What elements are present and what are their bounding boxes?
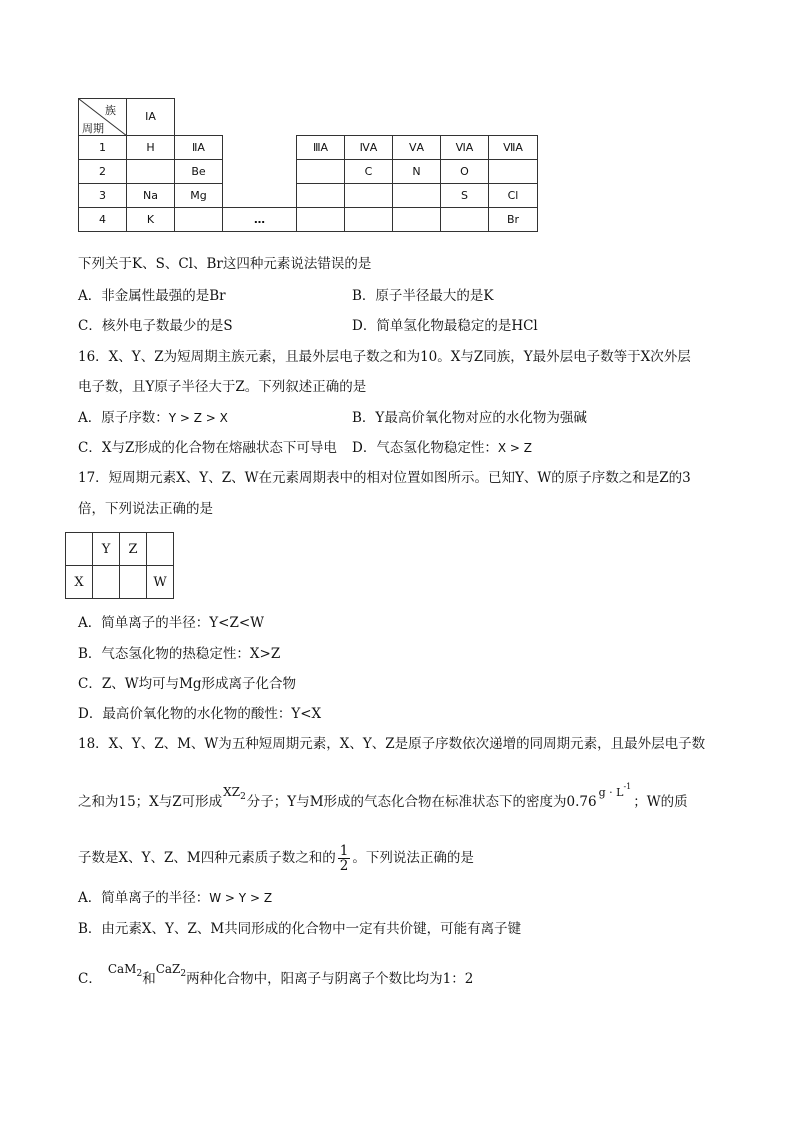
element-mg: Mg <box>174 183 223 208</box>
grid-cell-y: Y <box>93 533 120 566</box>
q18-option-b: B．由元素X、Y、Z、M共同形成的化合物中一定有共价键，可能有离子键 <box>78 921 522 937</box>
q18-stem-line3 <box>78 840 474 876</box>
group-14-header: ⅣA <box>344 135 393 160</box>
unit-base: g · L <box>598 786 624 799</box>
option-label: A．原子序数： <box>78 410 169 426</box>
element-s: S <box>440 183 489 208</box>
q15-option-c: C．核外电子数最少的是S <box>78 318 233 334</box>
period-label: 2 <box>78 159 127 184</box>
group-1-header: ⅠA <box>126 98 175 136</box>
option-label: D．气态氢化物稳定性： <box>352 440 498 456</box>
header-group-label: 族 <box>105 104 116 117</box>
empty-cell <box>392 183 441 208</box>
period-label: 1 <box>78 135 127 160</box>
unit-superscript: -1 <box>623 782 632 791</box>
formula-subscript: 2 <box>136 969 143 979</box>
empty-cell <box>296 183 345 208</box>
fraction-denominator: 2 <box>339 858 349 874</box>
q18-stem-line1: 18．X、Y、Z、M、W为五种短周期元素，X、Y、Z是原子序数依次递增的同周期元素，且最外层电子数 <box>78 736 706 752</box>
header-period-label: 周期 <box>82 122 104 135</box>
q17-option-c: C．Z、W均可与Mg形成离子化合物 <box>78 676 297 692</box>
q17-stem-line2: 倍，下列说法正确的是 <box>78 501 213 517</box>
q16-option-d <box>352 439 532 457</box>
group-15-header: ⅤA <box>392 135 441 160</box>
q15-option-d: D．简单氢化物最稳定的是HCl <box>352 318 538 334</box>
formula-subscript: 2 <box>240 792 246 802</box>
fraction-numerator: 1 <box>339 843 349 859</box>
formula-caz2 <box>156 958 186 985</box>
element-c: C <box>344 159 393 184</box>
text-segment: 之和为15；X与Z可形成 <box>78 794 223 810</box>
text-segment: 分子；Y与M形成的气态化合物在标准状态下的密度为0.76 <box>246 794 597 810</box>
formula: W > Y > Z <box>209 891 273 905</box>
option-label: A．简单离子的半径： <box>78 890 210 906</box>
unit-g-per-l <box>599 776 632 804</box>
q15-option-a: A．非金属性最强的是Br <box>78 288 226 304</box>
text-segment: 两种化合物中，阳离子与阴离子个数比均为1：2 <box>186 971 474 987</box>
group-17-header: ⅦA <box>488 135 538 160</box>
q17-option-b: B．气态氢化物的热稳定性：X>Z <box>78 646 281 662</box>
grid-cell <box>93 566 120 599</box>
text-segment: 和 <box>142 971 156 987</box>
element-o: O <box>440 159 489 184</box>
element-k: K <box>126 207 175 232</box>
empty-cell <box>344 207 393 232</box>
grid-cell <box>120 566 147 599</box>
element-n: N <box>392 159 441 184</box>
grid-cell <box>66 533 93 566</box>
q15-option-b: B．原子半径最大的是K <box>352 288 494 304</box>
q15-stem: 下列关于K、S、Cl、Br这四种元素说法错误的是 <box>78 256 372 272</box>
q18-option-c <box>78 958 473 990</box>
empty-cell <box>126 159 175 184</box>
fraction-one-half <box>338 844 351 873</box>
q16-stem-line2: 电子数，且Y原子半径大于Z。下列叙述正确的是 <box>78 379 367 395</box>
empty-cell <box>174 207 223 232</box>
ellipsis-cell: … <box>222 207 297 232</box>
formula: X > Z <box>497 441 532 455</box>
text-segment: ；W的质 <box>633 794 688 810</box>
q17-option-d: D．最高价氧化物的水化物的酸性：Y<X <box>78 706 322 722</box>
grid-cell-w: W <box>147 566 174 599</box>
empty-cell <box>440 207 489 232</box>
element-cl: Cl <box>488 183 538 208</box>
grid-cell-x: X <box>66 566 93 599</box>
group-2-header: ⅡA <box>174 135 223 160</box>
formula-base: CaZ <box>155 962 181 976</box>
table-header-cell <box>78 98 127 136</box>
text-segment: 。下列说法正确的是 <box>352 850 474 866</box>
formula-base: XZ <box>223 785 241 799</box>
q17-stem-line1: 17．短周期元素X、Y、Z、W在元素周期表中的相对位置如图所示。已知Y、W的原子序数之和是Z的3 <box>78 470 691 486</box>
empty-cell <box>392 207 441 232</box>
q16-option-b: B．Y最高价氧化物对应的水化物为强碱 <box>352 410 587 426</box>
element-br: Br <box>488 207 538 232</box>
formula-subscript: 2 <box>180 969 187 979</box>
q18-option-a <box>78 889 272 907</box>
text-segment: 子数是X、Y、Z、M四种元素质子数之和的 <box>78 850 336 866</box>
period-label: 4 <box>78 207 127 232</box>
q16-stem-line1: 16．X、Y、Z为短周期主族元素，且最外层电子数之和为10。X与Z同族，Y最外层电子数等于X次外层 <box>78 349 691 365</box>
position-grid <box>65 532 174 599</box>
q16-option-c: C．X与Z形成的化合物在熔融状态下可导电 <box>78 440 337 456</box>
element-be: Be <box>174 159 223 184</box>
empty-cell <box>344 183 393 208</box>
element-h: H <box>126 135 175 160</box>
element-na: Na <box>126 183 175 208</box>
grid-cell-z: Z <box>120 533 147 566</box>
q17-option-a: A．简单离子的半径：Y<Z<W <box>78 615 265 631</box>
grid-cell <box>147 533 174 566</box>
q16-option-a <box>78 409 228 427</box>
option-label: C． <box>78 971 102 987</box>
empty-cell <box>296 207 345 232</box>
empty-cell <box>296 159 345 184</box>
formula-cam2 <box>108 958 142 985</box>
formula-xz2 <box>223 781 246 808</box>
group-13-header: ⅢA <box>296 135 345 160</box>
formula-base: CaM <box>107 962 137 976</box>
empty-cell <box>488 159 538 184</box>
q18-stem-line2 <box>78 776 688 813</box>
formula: Y > Z > X <box>168 411 228 425</box>
group-16-header: ⅥA <box>440 135 489 160</box>
period-label: 3 <box>78 183 127 208</box>
